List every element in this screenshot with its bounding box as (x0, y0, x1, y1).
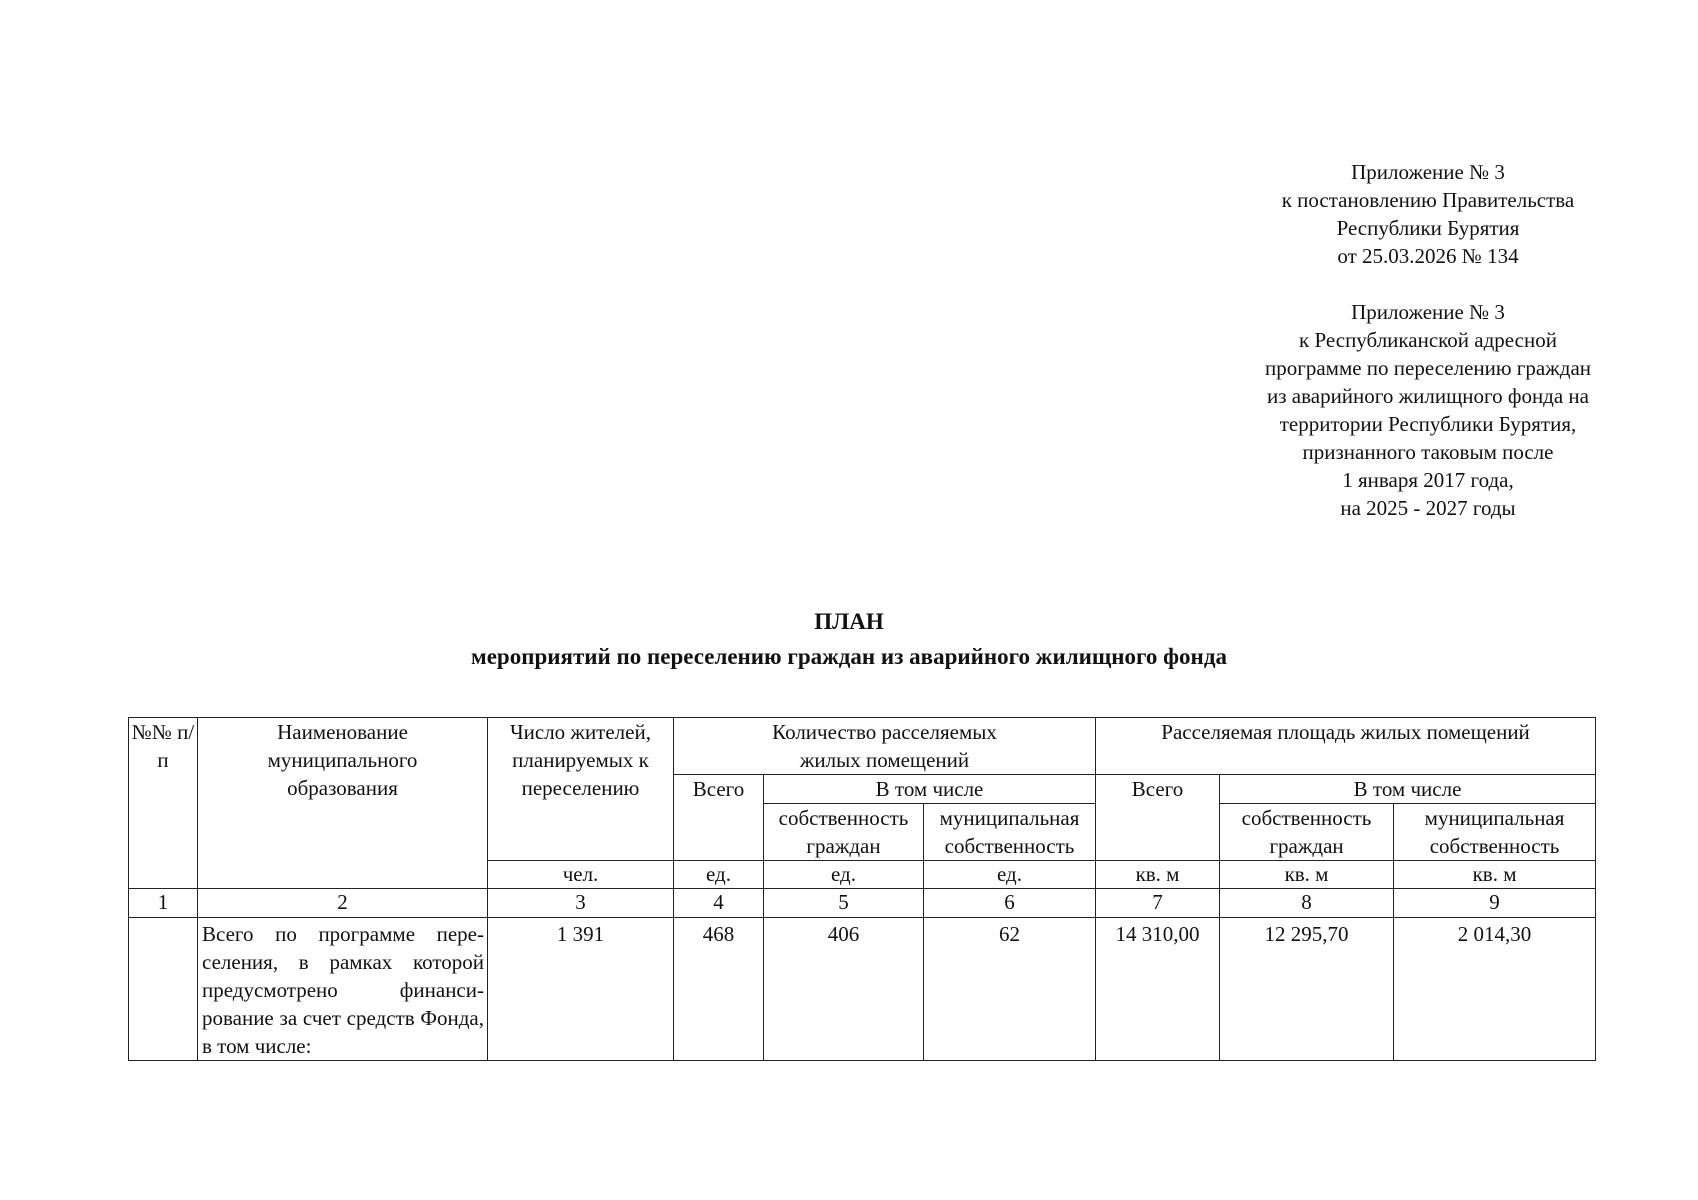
appendix-line: на 2025 - 2027 годы (1340, 496, 1516, 520)
plan-title (0, 604, 1698, 674)
appendix-line: Республики Бурятия (1336, 216, 1520, 240)
row-municipality-name: Всего по программе переселения, в рамках которой предусмотрено финансирование за счет средств Фонда, в том числе: (198, 918, 488, 1061)
column-number: 6 (924, 889, 1096, 918)
appendix-government-reference (1228, 158, 1628, 270)
appendix-line: из аварийного жилищного фонда на (1267, 384, 1589, 408)
header-resettled-area: Расселяемая площадь жилых помещений (1096, 718, 1596, 775)
column-number: 3 (488, 889, 674, 918)
header-premises-including: В том числе (764, 775, 1096, 804)
appendix-line: к Республиканской адресной (1299, 328, 1557, 352)
table-row (129, 918, 1596, 1061)
header-premises-count: Количество расселяемых жилых помещений (674, 718, 1096, 775)
unit-residents: чел. (488, 861, 674, 889)
appendix-line: территории Республики Бурятия, (1279, 412, 1577, 436)
appendix-line: Приложение № 3 (1351, 160, 1505, 184)
row-premises-total: 468 (674, 918, 764, 1061)
header-municipality: Наименование муниципального образования (198, 718, 488, 889)
appendix-line: признанного таковым после (1302, 440, 1554, 464)
appendix-line: 1 января 2017 года, (1342, 468, 1514, 492)
row-area-total: 14 310,00 (1096, 918, 1220, 1061)
appendix-line: программе по переселению граждан (1264, 356, 1591, 380)
header-residents: Число жителей, планируемых к переселению (488, 718, 674, 861)
unit-area-private: кв. м (1220, 861, 1394, 889)
appendix-program-reference (1228, 298, 1628, 522)
column-number: 7 (1096, 889, 1220, 918)
header-premises-total: Всего (674, 775, 764, 861)
row-premises-municipal: 62 (924, 918, 1096, 1061)
header-area-private: собственность граждан (1220, 804, 1394, 861)
column-number: 9 (1394, 889, 1596, 918)
unit-area-municipal: кв. м (1394, 861, 1596, 889)
header-premises-private: собственность граждан (764, 804, 924, 861)
unit-premises-total: ед. (674, 861, 764, 889)
plan-title-main: ПЛАН (814, 609, 884, 634)
unit-premises-private: ед. (764, 861, 924, 889)
appendix-line: к постановлению Правительства (1281, 188, 1575, 212)
header-num: №№ п/п (129, 718, 198, 889)
column-number: 8 (1220, 889, 1394, 918)
unit-area-total: кв. м (1096, 861, 1220, 889)
column-numbers-row (129, 889, 1596, 918)
header-row-1 (129, 718, 1596, 775)
resettlement-plan-table (128, 717, 1596, 1061)
appendix-line: от 25.03.2026 № 134 (1337, 244, 1519, 268)
unit-premises-municipal: ед. (924, 861, 1096, 889)
column-number: 5 (764, 889, 924, 918)
row-premises-private: 406 (764, 918, 924, 1061)
column-number: 2 (198, 889, 488, 918)
header-area-municipal: муниципальная собственность (1394, 804, 1596, 861)
row-area-municipal: 2 014,30 (1394, 918, 1596, 1061)
row-residents: 1 391 (488, 918, 674, 1061)
appendix-line: Приложение № 3 (1351, 300, 1505, 324)
header-area-including: В том числе (1220, 775, 1596, 804)
column-number: 4 (674, 889, 764, 918)
row-area-private: 12 295,70 (1220, 918, 1394, 1061)
plan-title-subtitle: мероприятий по переселению граждан из аварийного жилищного фонда (471, 644, 1227, 669)
column-number: 1 (129, 889, 198, 918)
row-num (129, 918, 198, 1061)
header-premises-municipal: муниципальная собственность (924, 804, 1096, 861)
header-area-total: Всего (1096, 775, 1220, 861)
